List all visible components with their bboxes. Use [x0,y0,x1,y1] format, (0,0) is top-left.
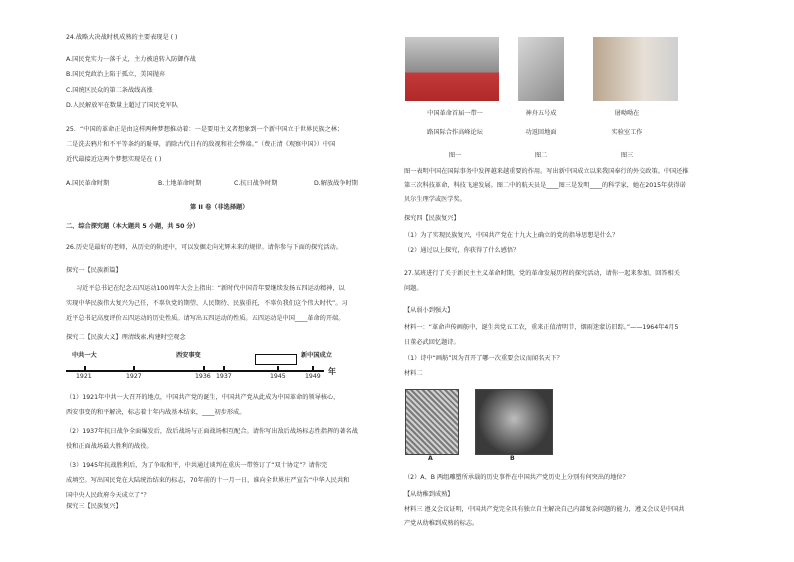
q25-line1: 25．“中国的革命正是由这样两种梦想推动着：一是要用主义者想象到一个新中国立于世界民族之林； [66,126,344,133]
q27-material1-line2: 日董必武回忆题诗。 [404,339,460,346]
figure3-label: 图三 [620,152,634,159]
q26-sub1b: 西安事变的和平解决，标志着十年内战基本结束，____初步形成。 [66,409,246,416]
right-para2: 第三次科技革命，科技飞速发展。图二中的航天员是____图三是发明____的科学家，她在2015年获得诺 [404,182,686,189]
timeline-tick [133,366,135,371]
timeline-blank-box [255,354,297,365]
q27-question1: （1）诗中“画舫”因为召开了哪一次重要会议而闻名天下？ [404,355,563,362]
panel-a-label: A [428,455,433,462]
q24-stem: 24.战略大决战时机成熟的主要表现是 ( ) [66,34,178,41]
q27-intro-line2: 问题。 [404,285,423,292]
q26-sub2b: 役和正面战场最大胜利的战役。 [66,443,153,450]
timeline-year: 1921 [76,373,92,380]
caption2-line2: 功返回地面 [525,129,557,136]
timeline-tick [277,366,279,371]
timeline-tick [223,366,225,371]
q25-option-a: A.国民革命时期 [66,180,110,187]
q25-line3: 近代最接近这两个梦想实现是在 ( ) [66,156,162,163]
timeline-label-xian-incident: 西安事变 [176,352,201,359]
caption3-line2: 实验室工作 [611,129,643,136]
q27-intro-line1: 27.某班进行了关于新民主主义革命时期，党的革命发展历程的探究活动，请你一起来参加，回答相关 [404,270,680,277]
inquiry2-title: 探究二【民族大义】理清线索,构建时空观念 [66,334,186,341]
panel-b-label: B [510,455,515,462]
timeline-label-cpc-congress: 中共一大 [72,352,97,359]
q27-material2: 材料二 [404,370,423,377]
caption1-line1: 中国革命首届一带一 [427,110,483,117]
q25-option-b: B.土地革命时期 [158,180,202,187]
q27-section-naive-to-mature: 【从幼稚到成熟】 [404,491,454,498]
section-subtitle: 二、综合探究题（本大题共 5 小题，共 50 分） [66,223,199,230]
caption2-line1: 神舟五号成 [525,110,557,117]
inquiry4-q2: （2）通过以上探究，你获得了什么感悟？ [404,247,520,254]
q26-intro: 26.历史是最好的老师，从历史的轨迹中，可以发掘走向光辉未来的规律。请你参与下面的探究活动。 [66,244,342,251]
q24-option-b: B.国民党政治上陷于孤立，美国抛弃 [66,71,166,78]
q25-option-d: D.解放战争时期 [314,180,358,187]
q27-material1-line1: 材料一：“革命声传画舫中，诞生共党五工农，重来正值清明节，烟雨迷蒙访旧踪。”——1964年4月5 [404,324,679,331]
inquiry4-q1: （1）为了实现民族复兴，中国共产党在十九大上确立的党的指导思想是什么？ [404,232,619,239]
q24-option-d: D.人民解放军在数量上超过了国民党军队 [66,102,178,109]
figure2-label: 图二 [534,152,548,159]
q26-sub1: （1）1921年中共一大召开的地点，中国共产党的诞生，中国共产党从此成为中国革命的领导核心， [66,394,340,401]
inquiry1-p3: 近平总书记高度评价五四运动的历史性质。请写出五四运动的性质。五四运动是中国____革命的开端。 [66,315,345,322]
timeline-year: 1937 [216,373,232,380]
inquiry4-title: 探究四【民族复兴】 [404,215,460,222]
q25-option-c: C.抗日战争时期 [234,180,278,187]
timeline-unit: 年 [328,367,336,376]
timeline-tick [312,366,314,371]
inquiry3-title: 探究三【民族复兴】 [66,503,122,510]
q26-sub2: （2）1937年抗日战争全面爆发后，敌后战场与正面战场相互配合。请你写出敌后战场标志性指挥的著名战 [66,428,358,435]
timeline-year: 1936 [195,373,211,380]
timeline-year: 1927 [126,373,142,380]
inquiry1-p1: 习近平总书记在纪念五四运动100周年大会上指出：“新时代中国青年要继续发扬五四运动精神，以 [76,285,345,292]
right-para1: 图一表明中国在国际事务中发挥越来越重要的作用。写出新中国成立以来我国奉行的外交政策。中国还推 [404,168,689,175]
inquiry1-title: 探究一【民族新篇】 [66,267,122,274]
q27-material3-line2: 产党从幼稚到成熟的标志。 [404,520,479,527]
photo-scientist-lab [593,37,678,101]
timeline-tick [203,366,205,371]
caption1-line2: 路国际合作高峰论坛 [427,129,483,136]
right-para3: 贝尔生理学或医学奖。 [404,196,466,203]
q27-section-weak-to-strong: 【从弱小到强大】 [404,307,454,314]
q27-question2: （2）A、B 两组雕塑所承载的历史事件在中国共产党历史上分别有何突出的地位？ [404,474,629,481]
photo-belt-road-forum [405,37,499,101]
sculpture-b-image [475,389,553,455]
timeline-label-prc-founding: 新中国成立 [301,352,332,359]
q26-sub3: （3）1945年抗战胜利后，为了争取和平，中共通过谈判在重庆一带签订了“双十协定”？请你完 [66,462,328,469]
photo-astronaut [518,37,564,101]
q24-option-c: C.国统区民众的第二条战线高涨 [66,87,153,94]
sculpture-a-image [405,389,459,455]
q25-line2: 二是洗去鸦片和不平等条约的耻辱，消除古代日有的敌视和社会弊端。”（费正清《观察中国》）中国 [66,141,336,148]
figure1-label: 图一 [448,152,462,159]
timeline-year: 1945 [270,373,286,380]
timeline-tick [84,366,86,371]
caption3-line1: 屠呦呦在 [614,110,640,117]
inquiry1-p2: 实现中华民族伟大复兴为己任，不辜负党的期望、人民期待、民族重托，不辜负我们这个伟大时代”。习 [66,300,348,307]
q24-option-a: A.国民党实力一落千丈，主力被迫转入防御作战 [66,56,196,63]
q27-material3-line1: 材料三 遵义会议证明，中国共产党完全具有独立自主解决自己内部复杂问题的能力，遵义会议是中国共 [404,506,685,513]
section-title: 第 II 卷（非选择题） [190,204,249,211]
timeline-year: 1949 [305,373,321,380]
timeline-axis [66,370,324,372]
q26-sub3c: 国中央人民政府今天成立了”？ [66,492,150,499]
q26-sub3b: 成填空。写出国民党在大陆统治结束的标志，70年前的十一月一日，谁向全世界庄严宣告“中华人民共和 [66,477,350,484]
